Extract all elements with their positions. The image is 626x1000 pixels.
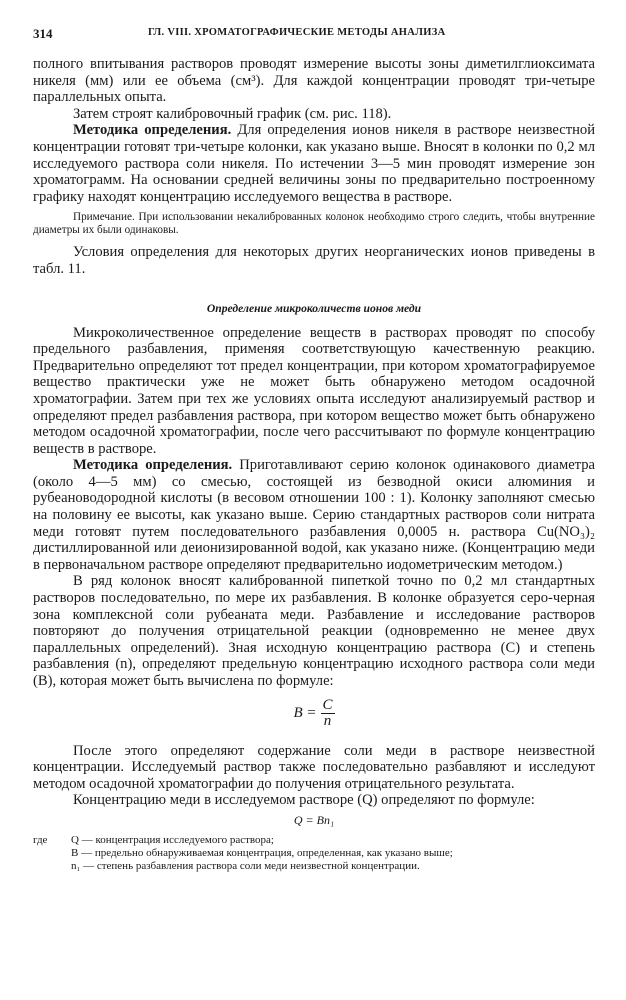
paragraph-1: полного впитывания растворов проводят измерение высоты зоны диметилглиоксимата никеля (мм) или ее объема (см³). Для каждой концентрации проводят три-четыре параллельных опыта. bbox=[33, 56, 595, 106]
where-row bbox=[33, 847, 595, 860]
where-row bbox=[33, 860, 595, 873]
paragraph-2: Затем строят калибровочный график (см. рис. 118). bbox=[73, 105, 392, 122]
section-subheading: Определение микроколичеств ионов меди bbox=[206, 301, 422, 315]
paragraph-6 bbox=[33, 457, 595, 573]
formula-b-numerator: C bbox=[322, 696, 333, 713]
formula-b-lhs: B = bbox=[293, 704, 317, 721]
method-text: Для определения ионов никеля в растворе неизвестной концентрации готовят три-четыре колонки, как указано выше. Вносят в колонки по 0,2 мл исследуемого раствора соли никеля. По истечении 3—5 мин проводят измерение зон хроматограмм. На основании средней величины зоны по предварительно построенному графику находят концентрацию исследуемого вещества в растворе. bbox=[33, 122, 596, 205]
paragraph-3 bbox=[33, 122, 595, 205]
running-head: ГЛ. VIII. ХРОМАТОГРАФИЧЕСКИЕ МЕТОДЫ АНАЛИЗА bbox=[148, 27, 446, 38]
where-label: где bbox=[33, 833, 48, 846]
paragraph-4: Условия определения для некоторых других неорганических ионов приведены в табл. 11. bbox=[33, 244, 595, 277]
where-row bbox=[33, 834, 595, 847]
method-lead: Методика определения. bbox=[73, 122, 232, 139]
where-line: n₁ — степень разбавления раствора соли меди неизвестной концентрации. bbox=[71, 859, 420, 872]
page-number: 314 bbox=[33, 26, 53, 41]
where-line: B — предельно обнаруживаемая концентрация, определенная, как указано выше; bbox=[71, 846, 453, 859]
note: Примечание. При использовании некалиброванных колонок необходимо строго следить, чтобы внутренние диаметры их были одинаковы. bbox=[33, 211, 595, 237]
where-block bbox=[33, 834, 595, 873]
page-body bbox=[33, 56, 595, 873]
formula-b bbox=[33, 698, 595, 729]
method-text-2: Приготавливают серию колонок одинакового диаметра (около 4—5 мм) со смесью, состоящей из безводной окиси алюминия и рубеановодородной кислоты (в весовом отношении 100 : 1). Колонку заполняют смесью на половину ее высоты, как указано выше. Серию стандартных растворов соли нитрата меди готовят путем последовательного разбавления 0,0005 н. раствора Cu(NO₃)₂ дистиллированной или деионизированной водой, как указано ниже. (Концентрацию меди в первоначальном растворе определяют предварительно иодометрическим методом.) bbox=[33, 457, 596, 573]
paragraph-9: Концентрацию меди в исследуемом растворе (Q) определяют по формуле: bbox=[73, 792, 535, 809]
formula-q: Q = Bn₁ bbox=[293, 812, 335, 827]
paragraph-5: Микроколичественное определение веществ в растворах проводят по способу предельного разбавления, применяя соответствующую качественную реакцию. Предварительно определяют тот предел концентрации, при котором хроматографируемое вещество практически уже не может быть обнаружено методом осадочной хроматографии. Затем при тех же условиях опыта исследуют анализируемый раствор и определяют предел разбавления раствора, при котором вещество может быть обнаружено методом осадочной хроматографии, после чего рассчитывают по формуле концентрацию веществ в растворе. bbox=[33, 324, 595, 457]
paragraph-7: В ряд колонок вносят калиброванной пипеткой точно по 0,2 мл стандартных растворов последовательно, по мере их разбавления. В колонке образуется серо-черная зона комплексной соли рубеаната меди. Разбавление и исследование растворов повторяют до получения отрицательной реакции (одновременно не менее двух параллельных определений). Зная исходную концентрацию раствора (C) и степень разбавления (n), определяют предельную концентрацию исходного раствора соли меди (B), которая может быть вычислена по формуле: bbox=[33, 573, 595, 689]
page-header bbox=[33, 26, 593, 42]
method-lead-2: Методика определения. bbox=[73, 457, 233, 474]
where-line: Q — концентрация исследуемого раствора; bbox=[71, 833, 274, 846]
formula-b-fraction bbox=[321, 698, 335, 729]
formula-b-denominator: n bbox=[323, 712, 332, 729]
paragraph-8: После этого определяют содержание соли меди в растворе неизвестной концентрации. Исследуемый раствор также последовательно разбавляют и исследуют методом осадочной хроматографии до получения отрицательного результата. bbox=[33, 742, 595, 792]
